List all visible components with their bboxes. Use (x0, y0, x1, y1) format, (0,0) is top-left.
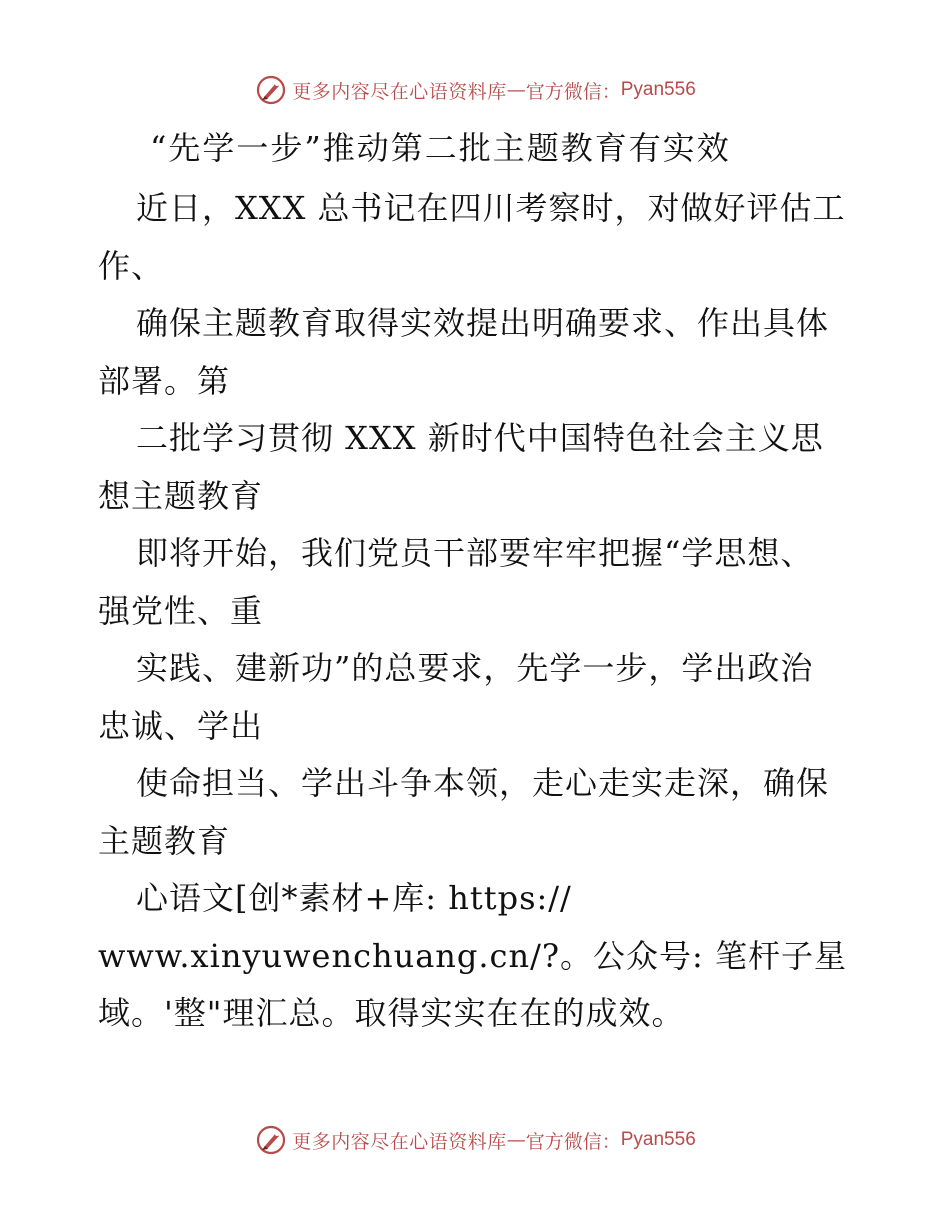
body-line: 二批学习贯彻 XXX 新时代中国特色社会主义思 (136, 419, 824, 457)
banner-text: 更多内容尽在心语资料库 (292, 1130, 507, 1153)
body-line: 部署。第 (98, 361, 231, 400)
banner-dash: — (506, 79, 526, 101)
pen-nib-logo-icon (254, 73, 288, 107)
footer-banner (0, 1120, 950, 1160)
body-line: www.xinyuwenchuang.cn/?。公众号: 笔杆子星 (98, 936, 847, 975)
banner-wechat-label: 官方微信： (525, 80, 621, 103)
body-line: 作、 (98, 246, 165, 285)
document-body (98, 180, 858, 1043)
body-line: 忠诚、学出 (98, 706, 264, 745)
body-line: 即将开始，我们党员干部要牢牢把握“学思想、 (136, 534, 814, 572)
banner-wechat-id: Pyan556 (620, 1129, 696, 1150)
body-line: 域。'整"理汇总。取得实实在在的成效。 (98, 994, 685, 1032)
banner-text: 更多内容尽在心语资料库 (292, 80, 507, 103)
body-line: 想主题教育 (98, 476, 264, 515)
body-line: 主题教育 (98, 821, 231, 860)
header-banner (0, 70, 950, 110)
body-line: 使命担当、学出斗争本领，走心走实走深，确保 (136, 764, 830, 802)
body-line: 确保主题教育取得实效提出明确要求、作出具体 (136, 304, 830, 342)
body-line: 近日，XXX 总书记在四川考察时，对做好评估工 (136, 189, 846, 227)
banner-wechat-label: 官方微信： (525, 1130, 621, 1153)
body-line: 心语文[创*素材+库: https:// (136, 879, 572, 917)
banner-wechat-id: Pyan556 (620, 79, 696, 100)
body-line: 强党性、重 (98, 591, 264, 630)
document-title: “先学一步”推动第二批主题教育有实效 (150, 129, 731, 167)
banner-dash: — (506, 1129, 526, 1151)
pen-nib-logo-icon (254, 1123, 288, 1157)
body-line: 实践、建新功”的总要求，先学一步，学出政治 (136, 649, 814, 687)
